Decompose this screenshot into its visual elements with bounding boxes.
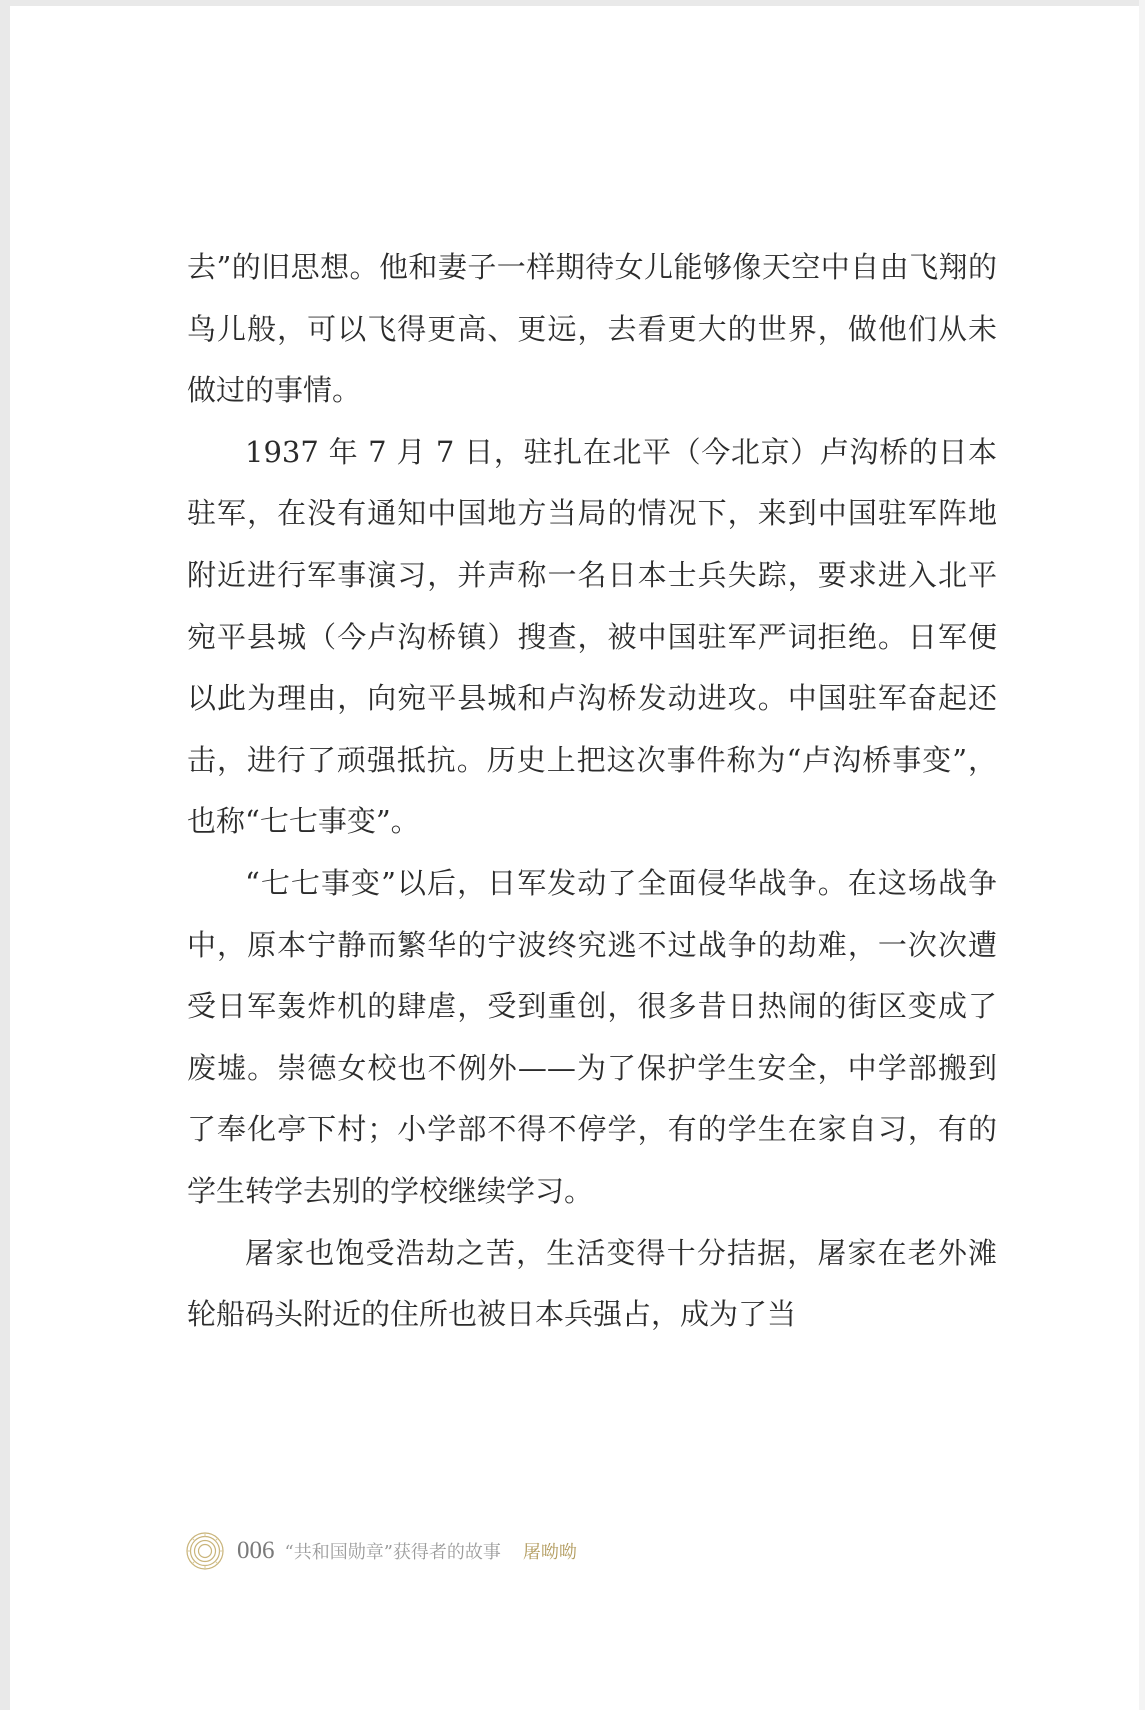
- book-title: “共和国勋章”获得者的故事: [284, 1542, 501, 1563]
- page-footer: [185, 1530, 577, 1572]
- paragraph-4: 屠家也饱受浩劫之苦，生活变得十分拮据，屠家在老外滩轮船码头附近的住所也被日本兵强占，成为了当: [187, 1235, 997, 1332]
- page-number: 006: [237, 1537, 275, 1564]
- body-text: [187, 237, 997, 1346]
- chapter-person-name: 屠呦呦: [522, 1542, 577, 1563]
- page-frame-top: [0, 0, 1145, 6]
- medal-seal-icon: [185, 1531, 225, 1571]
- page-frame-left: [0, 0, 10, 1710]
- paragraph-3: “七七事变”以后，日军发动了全面侵华战争。在这场战争中，原本宁静而繁华的宁波终究逃不过战争的劫难，一次次遭受日军轰炸机的肆虐，受到重创，很多昔日热闹的街区变成了废墟。崇德女校也不例外——为了保护学生安全，中学部搬到了奉化亭下村；小学部不得不停学，有的学生在家自习，有的学生转学去别的学校继续学习。: [187, 865, 997, 1208]
- paragraph-2: 1937 年 7 月 7 日，驻扎在北平（今北京）卢沟桥的日本驻军，在没有通知中国地方当局的情况下，来到中国驻军阵地附近进行军事演习，并声称一名日本士兵失踪，要求进入北平宛平县城（今卢沟桥镇）搜查，被中国驻军严词拒绝。日军便以此为理由，向宛平县城和卢沟桥发动进攻。中国驻军奋起还击，进行了顽强抵抗。历史上把这次事件称为“卢沟桥事变”，也称“七七事变”。: [187, 434, 997, 839]
- page-frame-right: [1139, 0, 1145, 1710]
- paragraph-1: 去”的旧思想。他和妻子一样期待女儿能够像天空中自由飞翔的鸟儿般，可以飞得更高、更远，去看更大的世界，做他们从未做过的事情。: [187, 250, 997, 408]
